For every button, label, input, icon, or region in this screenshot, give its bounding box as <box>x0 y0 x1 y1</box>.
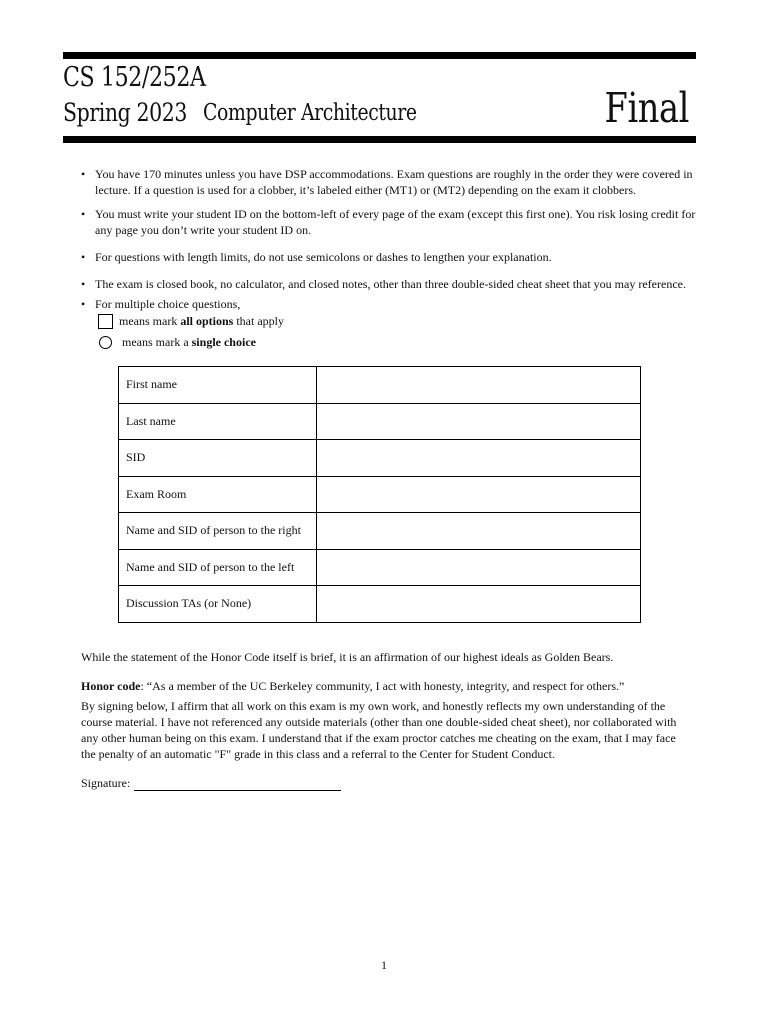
sid-field[interactable] <box>317 440 641 477</box>
bullet-icon: • <box>81 297 86 311</box>
radio-icon <box>99 336 112 349</box>
field-label: Exam Room <box>119 476 317 513</box>
instruction-item: • For questions with length limits, do not use semicolons or dashes to lengthen your explanation. <box>81 250 552 264</box>
exam-room-field[interactable] <box>317 476 641 513</box>
bullet-icon: • <box>81 207 86 221</box>
discussion-tas-field[interactable] <box>317 586 641 623</box>
checkbox-legend: means mark all options that apply <box>98 314 284 329</box>
instructions-list <box>81 166 697 312</box>
person-right-field[interactable] <box>317 513 641 550</box>
page-number: 1 <box>381 958 387 972</box>
table-row <box>119 403 641 440</box>
honor-code <box>81 678 681 694</box>
term: Spring 2023 <box>63 98 188 127</box>
bullet-icon: • <box>81 277 86 291</box>
honor-code-label: Honor code <box>81 679 141 693</box>
honor-affirmation: By signing below, I affirm that all work on this exam is my own work, and honestly reflects my own understanding of the course material. I have not referenced any outside materials (other than one double-sided cheat sheet), nor collaborated with any other human being on this exam. I understand that if the exam proctor catches me cheating on the exam, that I may face the penalty of an automatic "F" grade in this class and a referral to the Center for Student Conduct. <box>81 699 677 761</box>
bullet-icon: • <box>81 250 86 264</box>
table-row <box>119 586 641 623</box>
bullet-icon: • <box>81 167 86 181</box>
first-name-field[interactable] <box>317 367 641 404</box>
honor-intro: While the statement of the Honor Code itself is brief, it is an affirmation of our highest ideals as Golden Bears. <box>81 650 614 664</box>
course-subject: Computer Architecture <box>203 100 417 126</box>
header-bottom-rule <box>63 136 696 143</box>
table-row <box>119 476 641 513</box>
instruction-item: • You must write your student ID on the bottom-left of every page of the exam (except this first one). You risk losing credit for any page you don’t write your student ID on. <box>81 207 696 237</box>
instruction-item: • For multiple choice questions, <box>81 297 241 311</box>
field-label: First name <box>119 367 317 404</box>
course-code: CS 152/252A <box>63 62 206 93</box>
checkbox-icon <box>98 314 113 329</box>
table-row <box>119 440 641 477</box>
instruction-item: • The exam is closed book, no calculator, and closed notes, other than three double-sided cheat sheet that you may reference. <box>81 277 686 291</box>
field-label: Name and SID of person to the right <box>119 513 317 550</box>
table-row <box>119 513 641 550</box>
field-label: Name and SID of person to the left <box>119 549 317 586</box>
signature-line[interactable] <box>134 776 341 791</box>
signature-label: Signature: <box>81 776 131 790</box>
last-name-field[interactable] <box>317 403 641 440</box>
field-label: Discussion TAs (or None) <box>119 586 317 623</box>
person-left-field[interactable] <box>317 549 641 586</box>
student-info-table <box>118 366 641 623</box>
radio-legend: means mark a single choice <box>98 335 256 350</box>
instruction-item: • You have 170 minutes unless you have DSP accommodations. Exam questions are roughly in the order they were covered in lecture. If a question is used for a clobber, it’s labeled either (MT1) or (MT2) depending on the exam it clobbers. <box>81 167 693 197</box>
table-row <box>119 367 641 404</box>
header-top-rule <box>63 52 696 59</box>
field-label: SID <box>119 440 317 477</box>
table-row <box>119 549 641 586</box>
exam-type: Final <box>604 84 689 132</box>
field-label: Last name <box>119 403 317 440</box>
signature-row <box>81 775 681 791</box>
honor-code-text: : “As a member of the UC Berkeley community, I act with honesty, integrity, and respect for others.” <box>140 679 625 693</box>
